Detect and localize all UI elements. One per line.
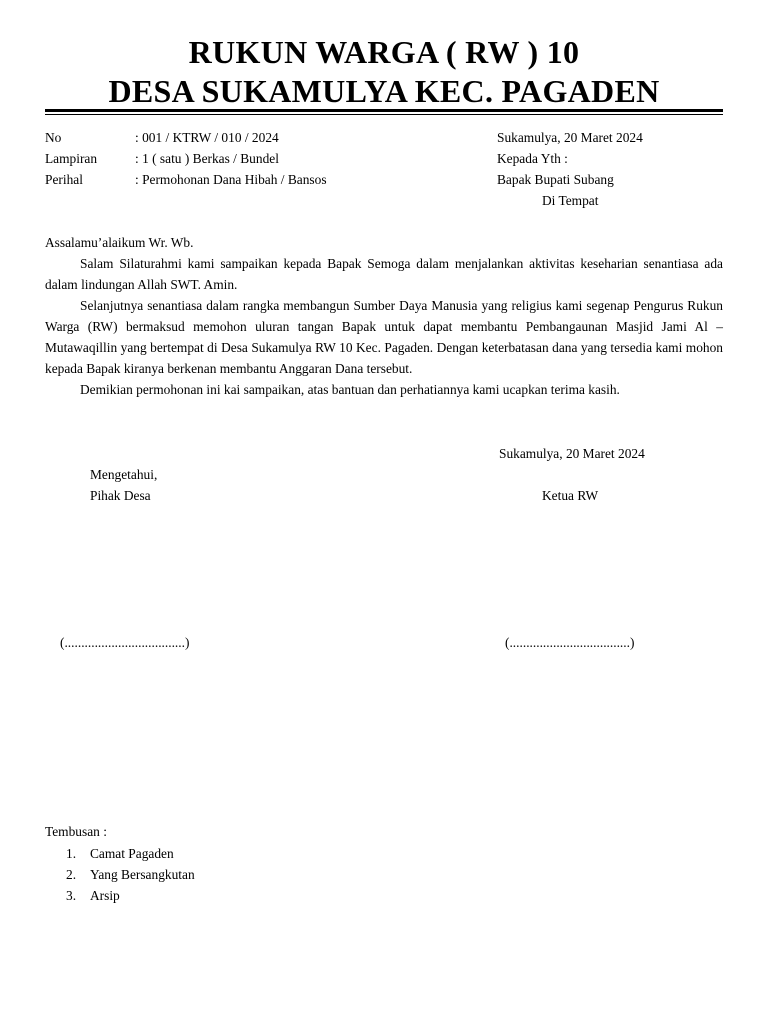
mengetahui-label: Mengetahui, [90,467,158,482]
pihak-desa-label: Pihak Desa [90,488,151,503]
no-value: : 001 / KTRW / 010 / 2024 [135,130,279,145]
list-item-number: 2. [66,867,77,882]
body-paragraph-1: Salam Silaturahmi kami sampaikan kepada Bapak Semoga dalam menjalankan aktivitas keseharian senantiasa ada dalam lindungan Allah SWT. Amin. [45,256,723,292]
recipient-name: Bapak Bupati Subang [497,172,614,187]
signature-date: Sukamulya, 20 Maret 2024 [499,446,645,461]
list-item-text: Yang Bersangkutan [90,867,195,882]
no-label: No [45,130,62,145]
recipient-place: Di Tempat [542,193,599,208]
list-item-number: 3. [66,888,77,903]
perihal-value: : Permohonan Dana Hibah / Bansos [135,172,327,187]
signature-blank-right: (....................................) [505,635,635,650]
letterhead-title-line1: RUKUN WARGA ( RW ) 10 [188,34,580,70]
perihal-label: Perihal [45,172,83,187]
letter-body [45,253,723,400]
lampiran-value: : 1 ( satu ) Berkas / Bundel [135,151,279,166]
letterhead-title-line2: DESA SUKAMULYA KEC. PAGADEN [108,73,660,109]
letterhead-divider-thin [45,114,723,115]
body-paragraph-3: Demikian permohonan ini kai sampaikan, atas bantuan dan perhatiannya kami ucapkan terima kasih. [80,382,620,397]
tembusan-list [66,843,195,906]
list-item [66,885,195,906]
list-item [66,843,195,864]
signature-blank-left: (....................................) [60,635,190,650]
recipient-kepada: Kepada Yth : [497,151,568,166]
ketua-rw-label: Ketua RW [542,488,599,503]
letterhead-divider-thick [45,109,723,112]
list-item-text: Arsip [90,888,120,903]
greeting: Assalamu’alaikum Wr. Wb. [45,235,194,250]
letter-date: Sukamulya, 20 Maret 2024 [497,130,643,145]
tembusan-label: Tembusan : [45,824,107,839]
list-item [66,864,195,885]
list-item-text: Camat Pagaden [90,846,174,861]
list-item-number: 1. [66,846,77,861]
lampiran-label: Lampiran [45,151,98,166]
body-paragraph-2: Selanjutnya senantiasa dalam rangka membangun Sumber Daya Manusia yang religius kami segenap Pengurus Rukun Warga (RW) bermaksud memohon uluran tangan Bapak untuk dapat membantu Pembangaunan Masjid Jami Al – Mutawaqillin yang bertempat di Desa Sukamulya RW 10 Kec. Pagaden. Dengan keterbatasan dana yang tersedia kami mohon kepada Bapak kiranya berkenan membantu Anggaran Dana tersebut. [45,298,723,376]
